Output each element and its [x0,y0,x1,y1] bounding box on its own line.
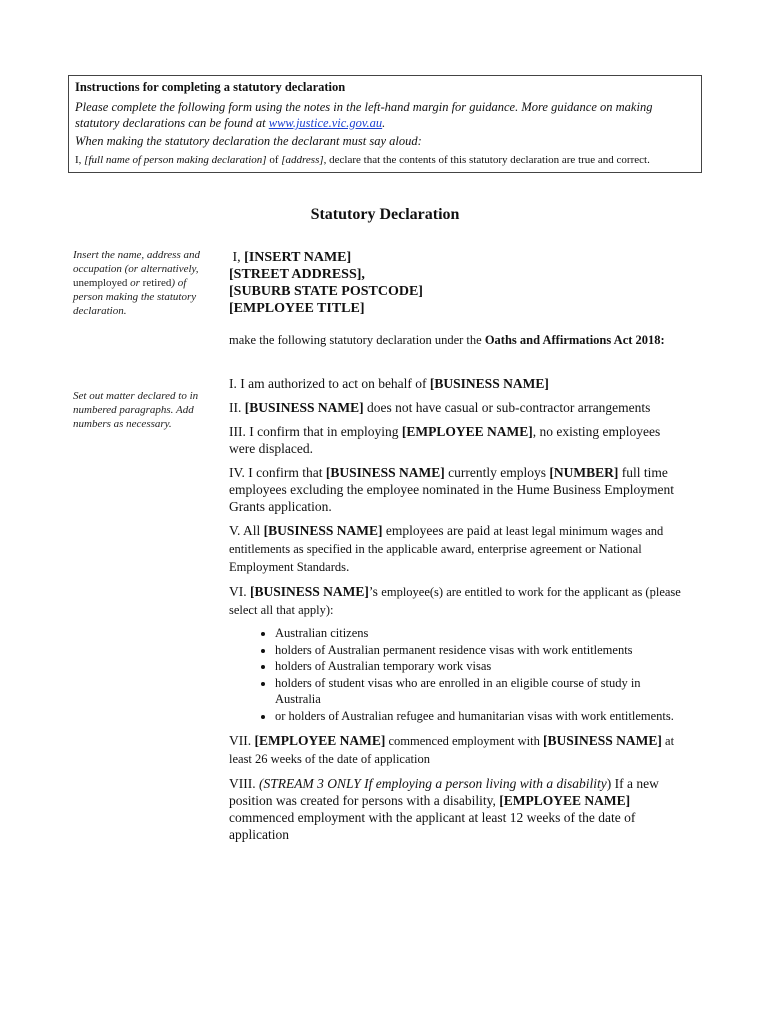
instructions-say-aloud: When making the statutory declaration the declarant must say aloud: [75,134,422,148]
p7-a: VII. [229,733,255,748]
note1-b: unemployed [73,277,128,289]
p8-d: [EMPLOYEE NAME] [499,793,631,808]
paragraph-6 [229,583,684,619]
say-rest: , declare that the contents of this statutory declaration are true and correct. [323,154,650,166]
paragraph-3 [229,423,684,457]
list-item: • or holders of Australian refugee and humanitarian visas with work entitlements. [275,708,684,725]
say-i: I, [75,154,85,166]
p2-a: II. [229,400,245,415]
declarant-prefix: I, [232,250,245,265]
declaration-body [229,375,684,850]
paragraph-5 [229,522,684,576]
paragraph-8 [229,775,684,843]
p1-a: I. I am authorized to act on behalf of [229,376,430,391]
declarant-details [229,249,684,317]
declaration-intro [229,332,684,348]
p4-a: IV. I confirm that [229,465,326,480]
p4-c: currently employs [444,465,550,480]
p5-c: employees are paid [382,523,494,538]
p6-c: ’s [368,584,382,599]
declarant-title: [EMPLOYEE TITLE] [229,301,365,316]
p4-b: [BUSINESS NAME] [325,465,445,480]
declarant-street: [STREET ADDRESS], [229,267,365,282]
paragraph-7 [229,732,684,768]
note1-c: or [127,277,143,289]
p3-a: III. I confirm that in employing [229,424,402,439]
declarant-name-line [229,249,684,266]
p2-b: [BUSINESS NAME] [244,400,364,415]
p6-d: employee(s) are entitled to work for the applicant as (please select all that apply): [229,585,681,617]
p6-b: [BUSINESS NAME] [250,584,369,599]
list-item: • holders of Australian temporary work visas [275,658,684,675]
p5-d: at least legal minimum wages and entitlements as specified in the applicable award, enterprise agreement or National Employment Standards [229,524,664,574]
guidance-end: . [382,116,386,130]
p8-c: ) If a new position was created for persons with a disability, [229,776,659,808]
margin-note-paragraphs: Set out matter declared to in numbered paragraphs. Add numbers as necessary. [73,390,199,430]
p4-e: full time employees excluding the employee nominated in the Hume Business Employment Grants application. [229,465,675,514]
note1-a: Insert the name, address and occupation (or alternatively, [73,249,200,275]
note1-d: retired [142,277,172,289]
declarant-suburb: [SUBURB STATE POSTCODE] [229,284,423,299]
instructions-title: Instructions for completing a statutory declaration [75,80,346,94]
p3-c: , no existing employees were displaced. [229,424,661,456]
p2-c: does not have casual or sub-contractor arrangements [363,400,651,415]
p3-b: [EMPLOYEE NAME] [401,424,533,439]
say-of: of [266,154,282,166]
p1-b: [BUSINESS NAME] [429,376,549,391]
paragraph-2 [229,399,684,416]
list-item: • holders of Australian permanent residence visas with work entitlements [275,642,684,659]
list-item: • Australian citizens [275,625,684,642]
instructions-guidance [75,99,695,131]
declaration-wording [75,153,695,167]
p7-e: at least 26 weeks of the date of application [229,734,675,766]
p5-e: . [346,559,350,574]
intro-act: Oaths and Affirmations Act 2018: [484,333,665,347]
p5-b: [BUSINESS NAME] [263,523,383,538]
p7-d: [BUSINESS NAME] [542,733,662,748]
note1-e: ) of person making the statutory declaration. [73,277,197,317]
say-name: [full name of person making declaration] [84,154,267,166]
say-address: [address] [281,154,324,166]
visa-status-list [229,625,684,724]
paragraph-4 [229,464,684,515]
p8-e: commenced employment with the applicant at least 12 weeks of the date of application [229,810,636,842]
justice-link[interactable]: www.justice.vic.gov.au [268,116,383,130]
p8-a: VIII. [229,776,259,791]
declarant-name: [INSERT NAME] [244,250,352,265]
p7-c: commenced employment with [385,734,543,748]
list-item: • holders of student visas who are enrolled in an eligible course of study in Australia [275,675,684,708]
p4-d: [NUMBER] [549,465,619,480]
p6-a: VI. [229,584,250,599]
p7-b: [EMPLOYEE NAME] [254,733,386,748]
paragraph-1 [229,375,684,392]
margin-note-declarant [73,248,215,318]
intro-text: make the following statutory declaration under the [229,333,485,347]
p8-b: (STREAM 3 ONLY If employing a person living with a disability [259,776,607,791]
instructions-box [68,75,702,173]
page-title: Statutory Declaration [310,206,460,223]
guidance-text: Please complete the following form using the notes in the left-hand margin for guidance. More guidance on making statutory declarations can be found at [75,100,653,130]
p5-a: V. All [229,523,264,538]
